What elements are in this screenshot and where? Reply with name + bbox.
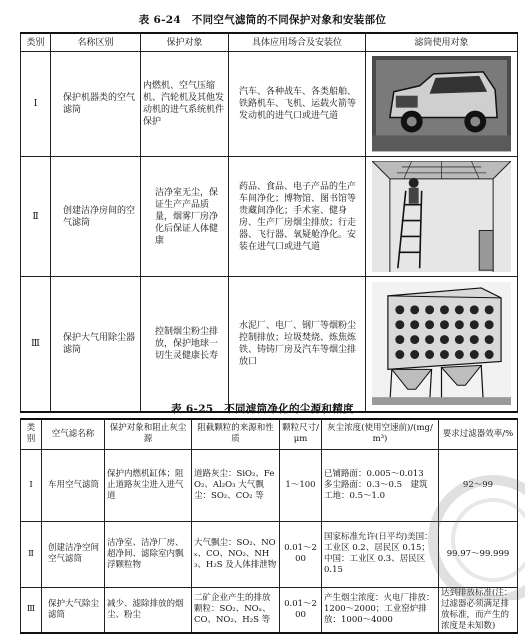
vent-hole <box>440 320 449 329</box>
efficiency-cell: 99.97～99.999 <box>439 521 518 587</box>
vent-hole <box>455 306 464 315</box>
table1-header-cell: 类别 <box>21 33 51 52</box>
object-cell: 控制烟尘粉尘排放，保护地球一切生灵健康长寿 <box>141 277 229 412</box>
table2-header-cell: 要求过滤器效率/% <box>439 419 518 449</box>
category-cell: Ⅲ <box>21 587 42 633</box>
name-cell: 保护大气除尘滤筒 <box>42 587 105 633</box>
table1-header-cell: 滤筒使用对象 <box>366 33 518 52</box>
size-cell: 0.01～200 <box>280 587 322 633</box>
table2-caption: 表 6-25 不同滤筒净化的尘源和精度 <box>171 403 354 415</box>
object-cell: 洁净室、洁净厂房、超净间、滤除室内飘浮颗粒物 <box>105 521 192 587</box>
table2-header-cell: 灰尘浓度(使用空速前)/(mg/m³) <box>322 419 439 449</box>
dust-collector-illustration <box>372 282 511 405</box>
vent-hole <box>425 320 434 329</box>
vent-hole <box>410 350 419 359</box>
table1-header-cell: 保护对象 <box>141 33 229 52</box>
vent-hole <box>470 350 479 359</box>
category-cell: Ⅱ <box>21 521 42 587</box>
table2-header-cell: 空气滤名称 <box>42 419 105 449</box>
vent-hole <box>485 320 494 329</box>
category-cell: Ⅰ <box>21 52 51 157</box>
vent-hole <box>440 350 449 359</box>
concentration-cell: 国家标准允许(日平均)美国：工业区 0.2、居民区 0.15；中国：工业区 0.3、居民区 0.15 <box>322 521 439 587</box>
table2-header-row <box>21 419 518 449</box>
vent-hole <box>485 306 494 315</box>
concentration-cell: 已铺路面：0.005～0.013 多尘路面：0.3～0.5 建筑工地：0.5～1.0 <box>322 449 439 521</box>
table2-header-cell: 阻截颗粒的来源和性质 <box>192 419 280 449</box>
image-cell <box>366 277 518 412</box>
table1 <box>20 32 518 413</box>
vent-hole <box>440 306 449 315</box>
name-cell: 创建洁净空间空气滤筒 <box>42 521 105 587</box>
vent-hole <box>485 350 494 359</box>
size-cell: 0.01～200 <box>280 521 322 587</box>
vent-hole <box>455 335 464 344</box>
vent-hole <box>410 320 419 329</box>
vent-hole <box>410 335 419 344</box>
table1-header-cell: 名称区别 <box>51 33 141 52</box>
table2-header-cell: 保护对象和阻止灰尘源 <box>105 419 192 449</box>
vent-hole <box>395 335 404 344</box>
table2-header-cell: 类别 <box>21 419 42 449</box>
efficiency-cell: 92～99 <box>439 449 518 521</box>
size-cell: 1～100 <box>280 449 322 521</box>
vent-hole <box>395 306 404 315</box>
category-cell: Ⅲ <box>21 277 51 412</box>
category-cell: Ⅱ <box>21 157 51 277</box>
image-cell <box>366 52 518 157</box>
table1-row <box>21 277 518 412</box>
source-cell: 道路灰尘：SiO₂、FeO₂、Al₂O₃ 大气飘尘：SO₂、CO₂ 等 <box>192 449 280 521</box>
application-cell: 汽车、各种战车、各类船舶、铁路机车、飞机、运载火箭等发动机的进气口或进气道 <box>229 52 366 157</box>
name-cell: 保护大气用除尘器滤筒 <box>51 277 141 412</box>
table2-header-cell: 颗粒尺寸/μm <box>280 419 322 449</box>
table1-row <box>21 52 518 157</box>
concentration-cell: 产生烟尘浓度：火电厂排放：1200～2000；工业窑炉排放：1000～4000 <box>322 587 439 633</box>
clean-room-illustration <box>372 161 511 272</box>
vent-hole <box>395 350 404 359</box>
table1-caption: 表 6-24 不同空气滤筒的不同保护对象和安装部位 <box>138 14 387 26</box>
vent-hole <box>470 306 479 315</box>
vent-hole <box>455 350 464 359</box>
name-cell: 创建洁净房间的空气滤筒 <box>51 157 141 277</box>
application-cell: 药品、食品、电子产品的生产车间净化；博物馆、图书馆等贵藏间净化；手术室、健身房、生产厂房烟尘排放；行走器、飞行器、氧疑舱净化。安装在进气口或进气道 <box>229 157 366 277</box>
object-cell: 减少、滤除排放的烟尘、粉尘 <box>105 587 192 633</box>
source-cell: 大气飘尘：SO₂、NOₓ、CO、NO₂、NH₃、H₂S 及人体排泄物 <box>192 521 280 587</box>
object-cell: 洁净室无尘，保证生产产品质量，烟雾厂房净化后保证人体健康 <box>141 157 229 277</box>
name-cell: 保护机器类的空气滤筒 <box>51 52 141 157</box>
watermark-stamp <box>415 470 525 600</box>
vent-hole <box>455 320 464 329</box>
vent-hole <box>470 335 479 344</box>
source-cell: 二矿企业产生的排放颗粒：SO₂、NOₓ、CO、NO₂、H₂S 等 <box>192 587 280 633</box>
efficiency-cell: 达到排放标准(注：过滤器必须满足排放标准，而产生的浓度是未知数) <box>439 587 518 633</box>
image-cell <box>366 157 518 277</box>
table1-header-row <box>21 33 518 52</box>
vent-hole <box>395 320 404 329</box>
vent-hole <box>425 335 434 344</box>
object-cell: 内燃机、空气压缩机、汽轮机及其他发动机的进气系统机件保护 <box>141 52 229 157</box>
vent-hole <box>410 306 419 315</box>
vent-hole <box>470 320 479 329</box>
table1-header-cell: 具体应用场合及安装位 <box>229 33 366 52</box>
vent-hole <box>425 350 434 359</box>
vent-hole <box>485 335 494 344</box>
application-cell: 水泥厂、电厂、钢厂等烟粉尘控制排放；垃圾焚烧、炼焦炼铁、铸铸厂房及汽车等烟尘排放口 <box>229 277 366 412</box>
category-cell: Ⅰ <box>21 449 42 521</box>
truck-illustration <box>372 56 511 151</box>
vent-hole <box>440 335 449 344</box>
object-cell: 保护内燃机缸体；阻止道路灰尘进入进气道 <box>105 449 192 521</box>
vent-hole <box>425 306 434 315</box>
table1-row <box>21 157 518 277</box>
name-cell: 车用空气滤筒 <box>42 449 105 521</box>
